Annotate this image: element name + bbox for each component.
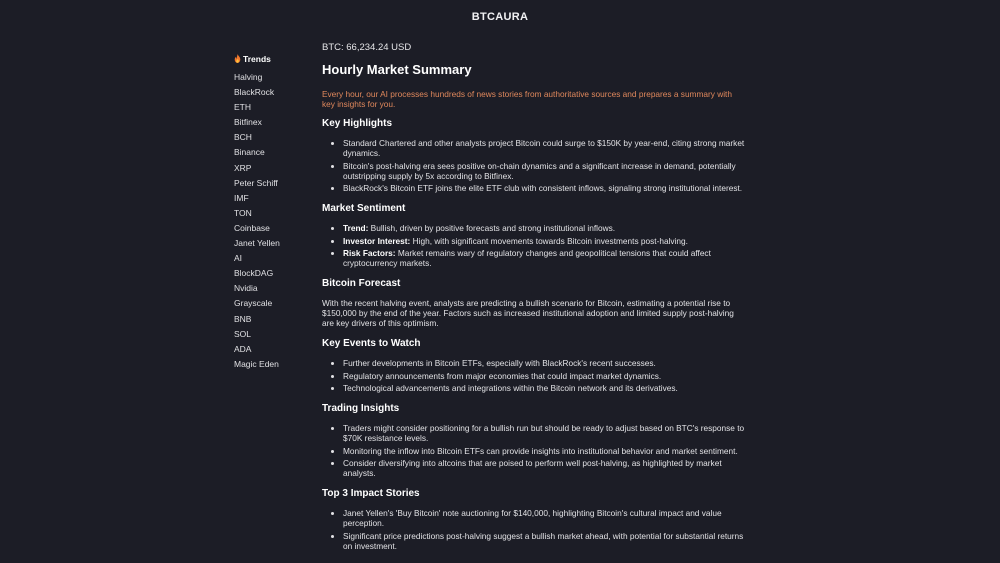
list-item: • Bitcoin's post-halving era sees positive on-chain dynamics and a significant increase in demand, potentially outstripping supply by 5x according to Bitfinex.	[343, 161, 747, 181]
btc-price: BTC: 66,234.24 USD	[322, 42, 412, 53]
trend-item-magic-eden[interactable]: Magic Eden	[234, 358, 279, 369]
bitcoin-forecast-heading: Bitcoin Forecast	[322, 278, 401, 289]
sentiment-label: Trend:	[343, 223, 369, 233]
list-item: • BlackRock's Bitcoin ETF joins the elite ETF club with consistent inflows, signaling strong institutional interest.	[343, 183, 747, 193]
key-highlights-list	[322, 138, 747, 193]
trend-item-janet-yellen[interactable]: Janet Yellen	[234, 238, 280, 249]
sentiment-text: Bullish, driven by positive forecasts and strong institutional inflows.	[370, 223, 616, 233]
trend-item-sol[interactable]: SOL	[234, 328, 252, 339]
bitcoin-forecast-text: With the recent halving event, analysts are predicting a bullish scenario for Bitcoin, estimating a potential rise to $150,000 by the end of the year. Factors such as increased institutional adoption and limited supply post-halving are key drivers of this optimism.	[322, 298, 734, 328]
trend-item-ai[interactable]: AI	[234, 253, 243, 264]
sentiment-label: Investor Interest:	[343, 235, 411, 246]
trend-item-halving[interactable]: Halving	[234, 72, 263, 82]
list-item	[343, 223, 747, 233]
key-events-list	[322, 358, 747, 393]
trend-item-bnb[interactable]: BNB	[234, 313, 252, 324]
trend-item-bch[interactable]: BCH	[234, 132, 252, 143]
site-title[interactable]: BTCAURA	[471, 11, 529, 23]
trend-item-grayscale[interactable]: Grayscale	[234, 298, 273, 309]
list-item: • Janet Yellen's 'Buy Bitcoin' note auctioning for $140,000, highlighting Bitcoin's cultural impact and value perception.	[343, 508, 747, 528]
trend-item-peter-schiff[interactable]: Peter Schiff	[234, 177, 278, 188]
sentiment-label: Risk Factors:	[343, 248, 396, 258]
list-item: • Consider diversifying into altcoins that are poised to perform well post-halving, as highlighted by market analysts.	[343, 458, 747, 478]
list-item	[343, 248, 747, 268]
trend-item-eth[interactable]: ETH	[234, 102, 251, 113]
key-events-heading: Key Events to Watch	[322, 338, 421, 349]
trends-heading-label: Trends	[243, 54, 271, 64]
trend-item-ada[interactable]: ADA	[234, 343, 252, 354]
top-stories-list	[322, 508, 747, 551]
trend-item-blackrock[interactable]: BlackRock	[234, 87, 275, 98]
list-item: • Monitoring the inflow into Bitcoin ETFs can provide insights into institutional behavior and market sentiment.	[343, 446, 747, 456]
trend-item-blockdag[interactable]: BlockDAG	[234, 268, 274, 279]
intro-text: Every hour, our AI processes hundreds of news stories from authoritative sources and prepares a summary with key insights for you.	[322, 89, 732, 109]
list-item: • Technological advancements and integrations within the Bitcoin network and its derivatives.	[343, 383, 747, 393]
key-highlights-heading: Key Highlights	[322, 118, 393, 129]
market-sentiment-heading: Market Sentiment	[322, 203, 406, 214]
list-item: • Significant price predictions post-halving suggest a bullish market ahead, with potential for substantial returns on investment.	[343, 531, 747, 551]
trading-insights-list	[322, 423, 747, 478]
sentiment-text: Market remains wary of regulatory changes and geopolitical tensions that could affect cryptocurrency markets.	[343, 248, 711, 268]
trend-item-bitfinex[interactable]: Bitfinex	[234, 117, 262, 128]
trend-item-binance[interactable]: Binance	[234, 147, 265, 158]
trend-item-ton[interactable]: TON	[234, 207, 252, 218]
summary-content	[322, 42, 747, 561]
list-item: • Further developments in Bitcoin ETFs, especially with BlackRock's recent successes.	[343, 358, 747, 368]
trend-item-nvidia[interactable]: Nvidia	[234, 283, 258, 294]
trend-item-imf[interactable]: IMF	[234, 192, 249, 203]
list-item: • Traders might consider positioning for a bullish run but should be ready to adjust based on BTC's response to $70K resistance levels.	[343, 423, 747, 443]
market-sentiment-list	[322, 223, 747, 268]
trading-insights-heading: Trading Insights	[322, 403, 400, 414]
trend-item-coinbase[interactable]: Coinbase	[234, 222, 270, 233]
trend-item-xrp[interactable]: XRP	[234, 162, 252, 173]
page-title: Hourly Market Summary	[322, 62, 472, 77]
trends-heading	[234, 54, 314, 64]
top-stories-heading: Top 3 Impact Stories	[322, 488, 420, 499]
sentiment-text: High, with significant movements towards Bitcoin investments post-halving.	[412, 235, 688, 246]
trends-sidebar	[234, 54, 314, 372]
list-item: • Standard Chartered and other analysts project Bitcoin could surge to $150K by year-end, citing strong market dynamics.	[343, 138, 747, 158]
list-item: • Regulatory announcements from major economies that could impact market dynamics.	[343, 371, 747, 381]
list-item	[343, 236, 747, 246]
fire-icon	[234, 54, 241, 63]
